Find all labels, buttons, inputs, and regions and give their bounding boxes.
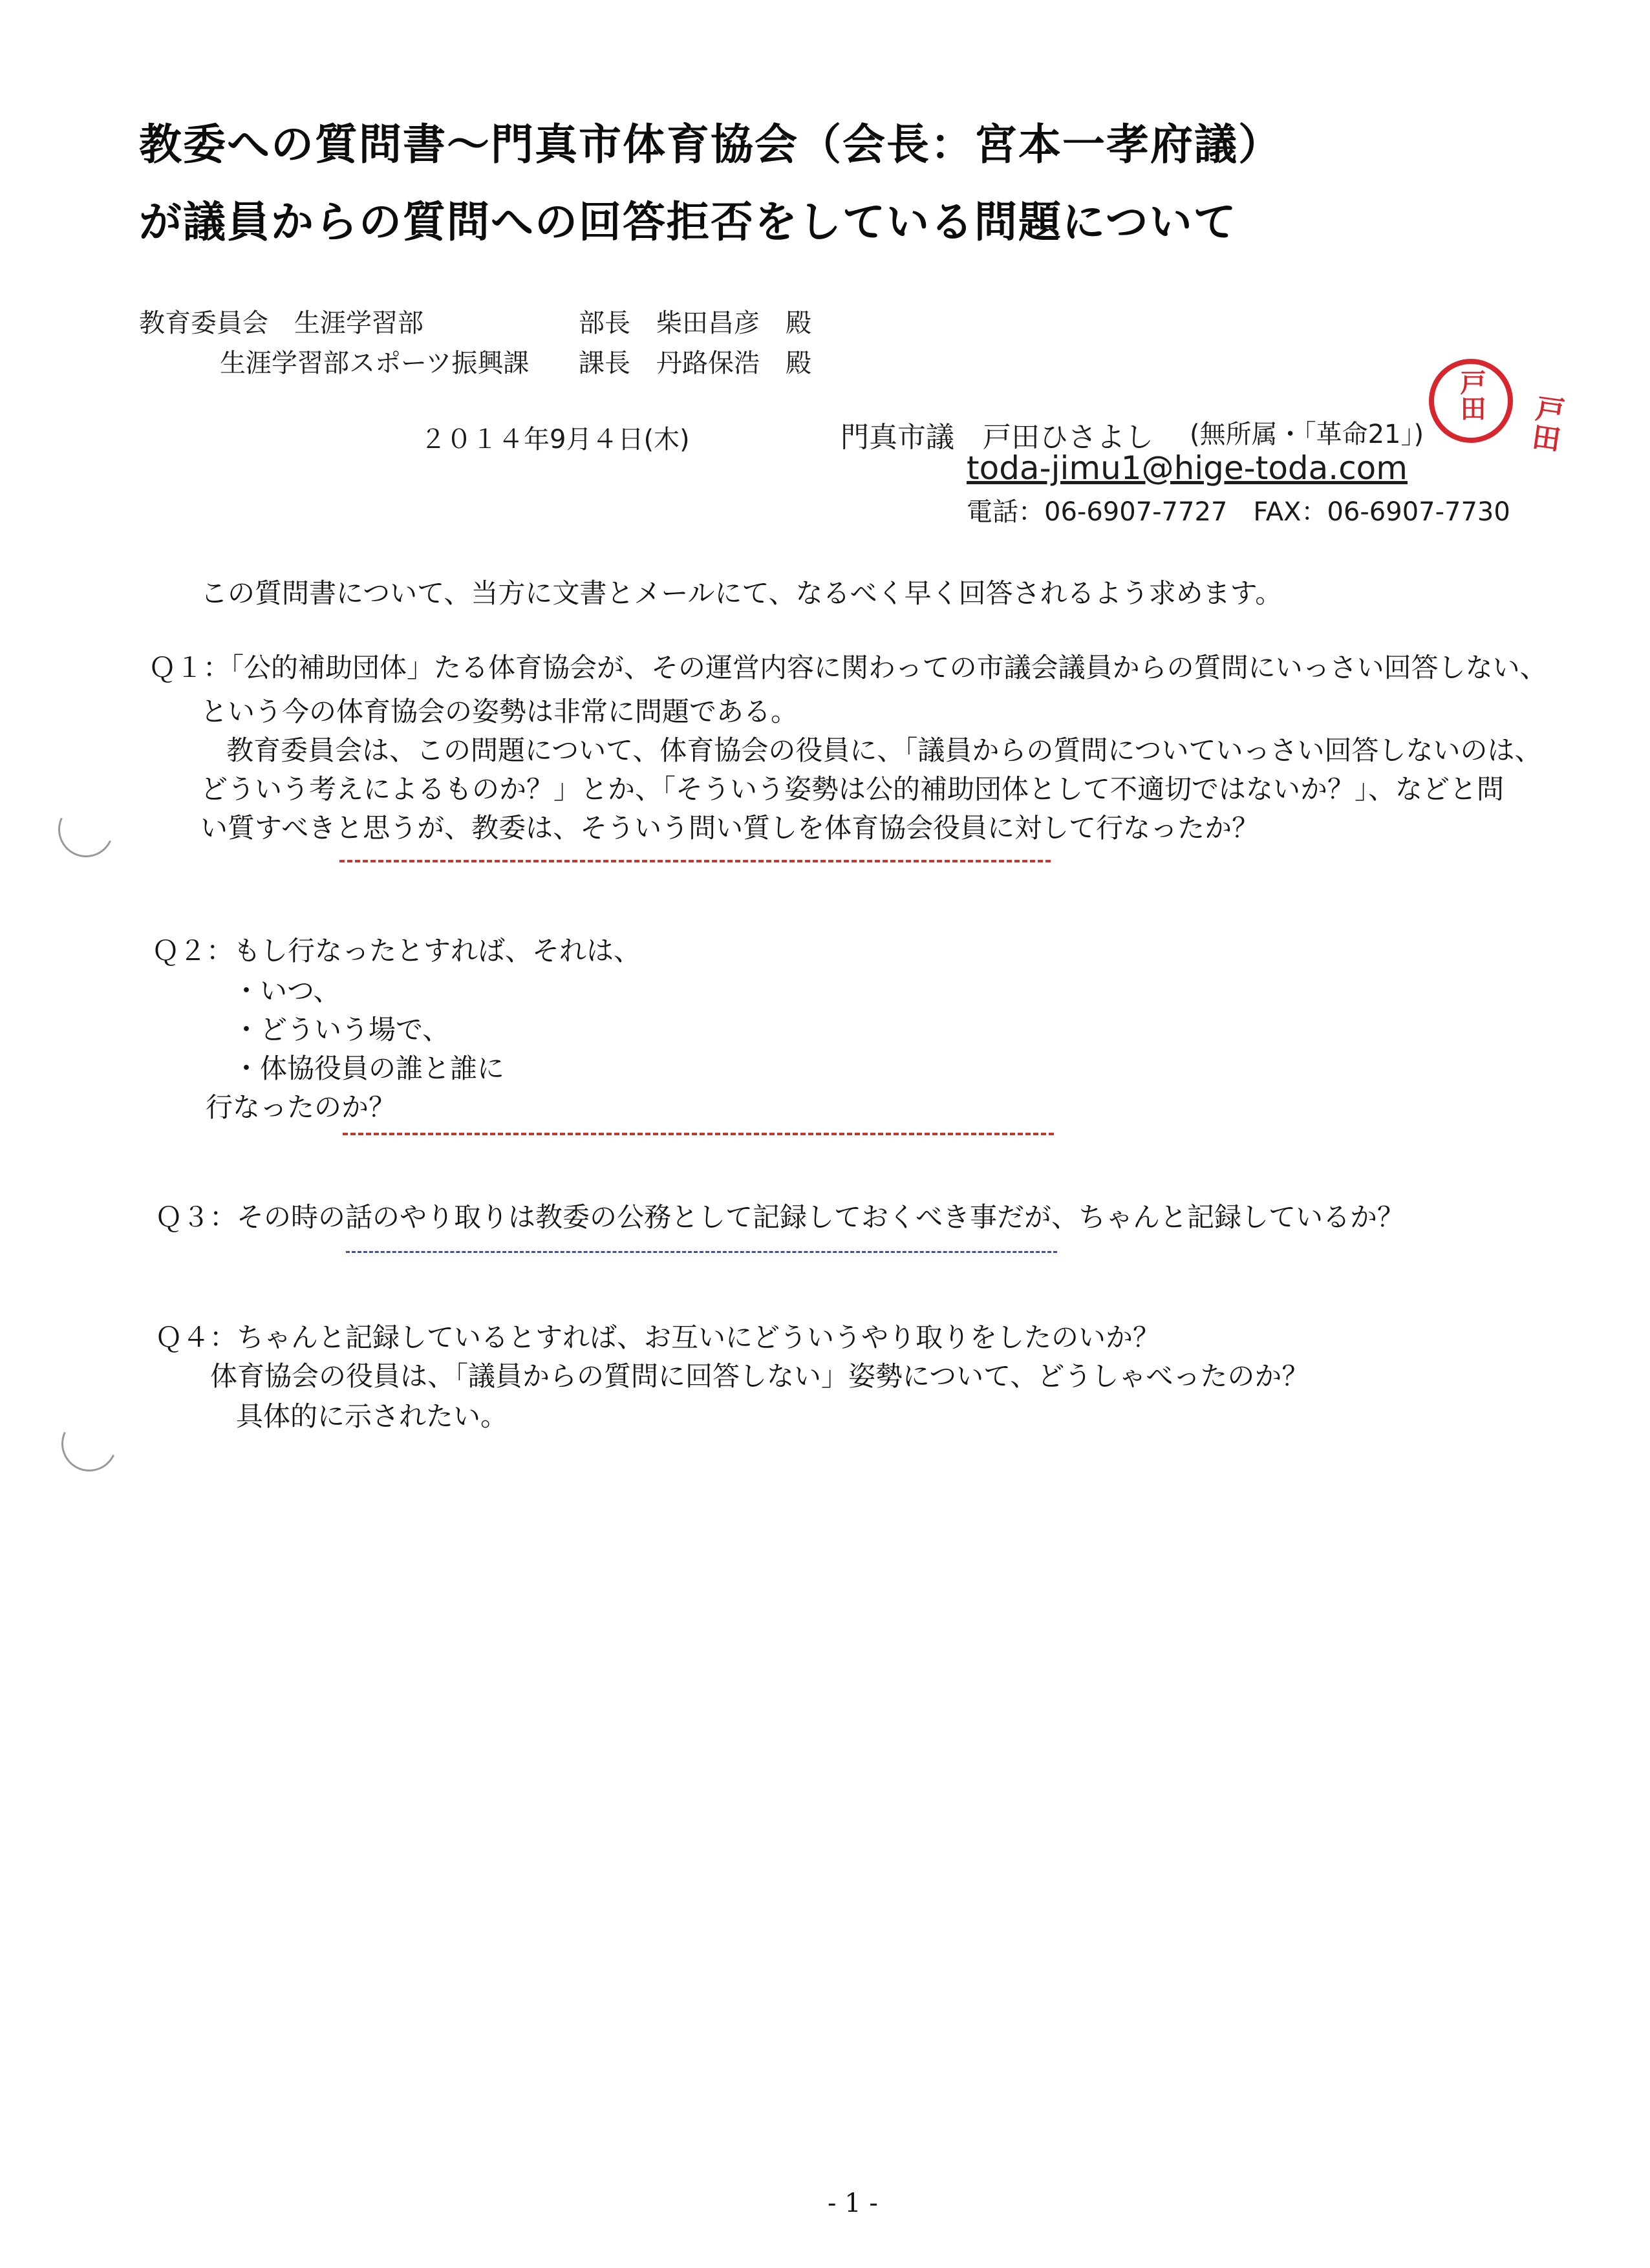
addressee-position-1: 部長 柴田昌彦 殿: [579, 308, 811, 338]
q2-line-1: Ｑ２：もし行なったとすれば、それは、: [152, 935, 641, 967]
answer-line-q2: [343, 1133, 1054, 1135]
q3-line-1: Ｑ３：その時の話のやり取りは教委の公務として記録しておくべき事だが、ちゃんと記録しているか？: [155, 1201, 1405, 1233]
q1-line-3: 教育委員会は、この問題について、体育協会の役員に、「議員からの質問についていっさい回答しないのは、: [226, 734, 1542, 766]
answer-line-q3: [346, 1251, 1057, 1253]
q2-line-end: 行なったのか？: [206, 1091, 396, 1123]
intro-paragraph: この質問書について、当方に文書とメールにて、なるべく早く回答されるよう求めます。: [200, 577, 1283, 609]
q2-item-1: ・いつ、: [233, 975, 341, 1007]
addressee-org-1: 教育委員会 生涯学習部: [139, 308, 423, 338]
q1-line-2: という今の体育協会の姿勢は非常に問題である。: [200, 696, 798, 727]
q2-item-2: ・どういう場で、: [233, 1014, 450, 1045]
q1-line-4: どういう考えによるものか？」とか、「そういう姿勢は公的補助団体として不適切ではないか？」、などと問: [200, 773, 1505, 805]
document-title-line1: 教委への質問書～門真市体育協会（会長：宮本一孝府議）: [139, 120, 1282, 169]
addressee-org-2: 生涯学習部スポーツ振興課: [220, 348, 530, 378]
sender-contact: 電話：06-6907-7727 FAX：06-6907-7730: [967, 497, 1510, 527]
seal-text: 戸田: [1456, 369, 1486, 421]
answer-line-q1: [339, 860, 1051, 862]
document-date: ２０１４年9月４日(木): [420, 425, 690, 455]
secondary-stamp: 戸田: [1525, 392, 1566, 454]
q4-line-3: 具体的に示されたい。: [236, 1400, 508, 1432]
q4-line-1: Ｑ４：ちゃんと記録しているとすれば、お互いにどういうやり取りをしたのいか？: [155, 1321, 1161, 1353]
sender-email[interactable]: toda-jimu1@hige-toda.com: [967, 449, 1408, 487]
sender-name: 門真市議 戸田ひさよし: [841, 421, 1153, 454]
q1-line-1: Ｑ１：「公的補助団体」たる体育協会が、その運営内容に関わっての市議会議員からの質問にいっさい回答しない、: [149, 652, 1547, 683]
document-title-line2: が議員からの質問への回答拒否をしている問題について: [139, 197, 1238, 247]
personal-seal-stamp: [1429, 359, 1513, 443]
punch-hole-bottom: [54, 1408, 125, 1479]
sender-affiliation: (無所属・「革命21」): [1190, 420, 1424, 449]
addressee-position-2: 課長 丹路保浩 殿: [579, 348, 811, 378]
page-number: - 1 -: [828, 2188, 878, 2218]
q2-item-3: ・体協役員の誰と誰に: [233, 1053, 505, 1084]
q1-line-5: い質すべきと思うが、教委は、そういう問い質しを体育協会役員に対して行なったか？: [200, 812, 1259, 844]
punch-hole-top: [50, 794, 122, 865]
q4-line-2: 体育協会の役員は、「議員からの質問に回答しない」姿勢について、どうしゃべったのか？: [210, 1360, 1309, 1392]
